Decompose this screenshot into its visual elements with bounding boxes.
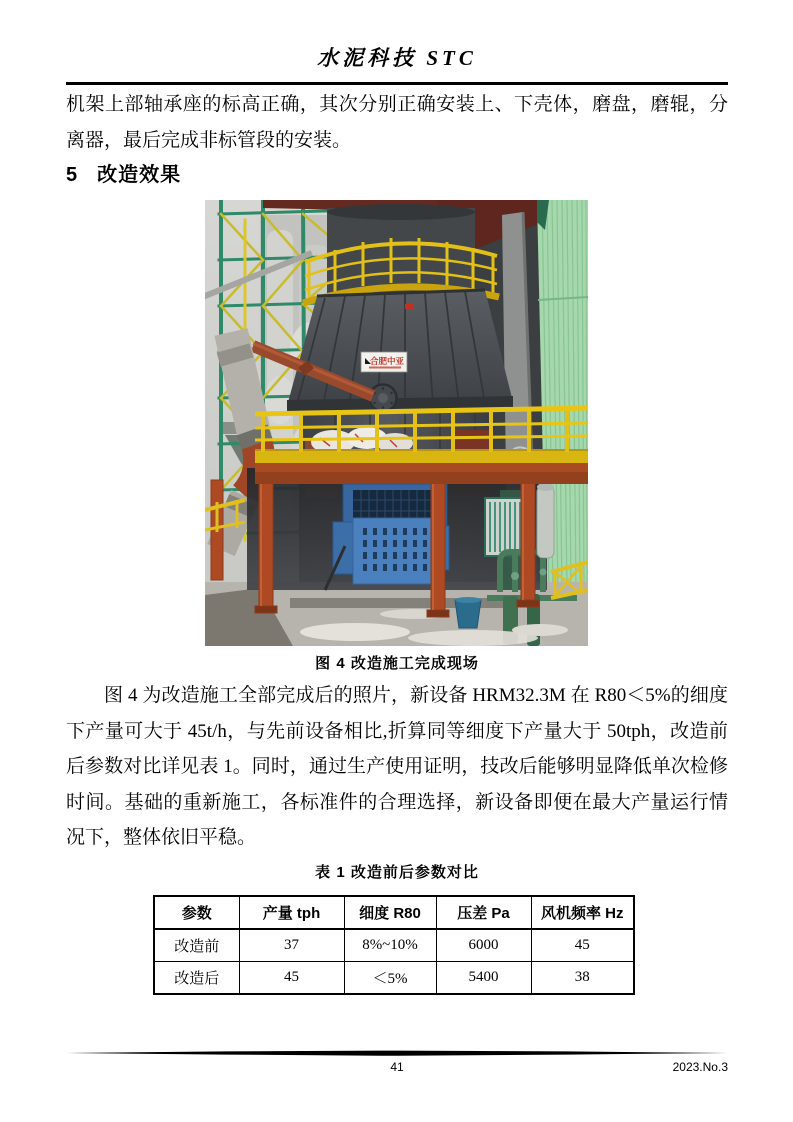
page-number: 41 <box>390 1060 404 1074</box>
table-cell: ＜5% <box>344 962 436 995</box>
table-cell: 37 <box>239 929 344 962</box>
header-rule <box>66 82 728 85</box>
figure-caption: 图 4 改造施工完成现场 <box>315 655 479 672</box>
journal-header-title: 水泥科技 STC <box>317 46 477 70</box>
table-header-cell: 风机频率 Hz <box>531 896 634 929</box>
paragraph-installation: 机架上部轴承座的标高正确，其次分别正确安装上、下壳体，磨盘，磨辊，分离器，最后完成非标管段的安装。 <box>66 94 728 151</box>
paragraph-results: 图 4 为改造施工全部完成后的照片，新设备 HRM32.3M 在 R80＜5%的细度下产量可大于 45t/h，与先前设备相比,折算同等细度下产量大于 50tph，改造前后参数对比详见表 1。同时，通过生产使用证明，技改后能够明显降低单次检修时间。基础的重新施工，各标准件的合理选择，新设备即便在最大产量运行情况下，整体依旧平稳。 <box>66 685 728 848</box>
table-cell: 改造后 <box>154 962 239 995</box>
table-caption: 表 1 改造前后参数对比 <box>315 864 479 881</box>
parameters-table <box>153 895 635 995</box>
motor-box <box>325 484 449 590</box>
table-header-cell: 参数 <box>154 896 239 929</box>
table-cell: 6000 <box>436 929 531 962</box>
table-cell: 8%~10% <box>344 929 436 962</box>
table-cell: 45 <box>239 962 344 995</box>
footer-rule <box>66 1050 728 1057</box>
issue-label: 2023.No.3 <box>672 1060 728 1074</box>
table-row <box>154 962 634 995</box>
section-title: 改造效果 <box>97 164 182 186</box>
nameplate-sign <box>361 352 407 372</box>
table-header-cell: 细度 R80 <box>344 896 436 929</box>
section-heading <box>66 158 728 187</box>
manhole-cover <box>370 385 397 412</box>
sign-text: 合肥中亚 <box>369 356 405 366</box>
table-cell: 45 <box>531 929 634 962</box>
blue-bucket <box>455 597 481 628</box>
table-cell: 改造前 <box>154 929 239 962</box>
table-row <box>154 929 634 962</box>
table-header-cell: 压差 Pa <box>436 896 531 929</box>
filter-vessel <box>537 486 554 558</box>
table-header-row <box>154 896 634 929</box>
section-number: 5 <box>66 164 78 186</box>
table-cell: 38 <box>531 962 634 995</box>
table-cell: 5400 <box>436 962 531 995</box>
mill-site-photo <box>205 200 588 646</box>
table-header-cell: 产量 tph <box>239 896 344 929</box>
figure-photo-mill-site <box>205 200 588 646</box>
